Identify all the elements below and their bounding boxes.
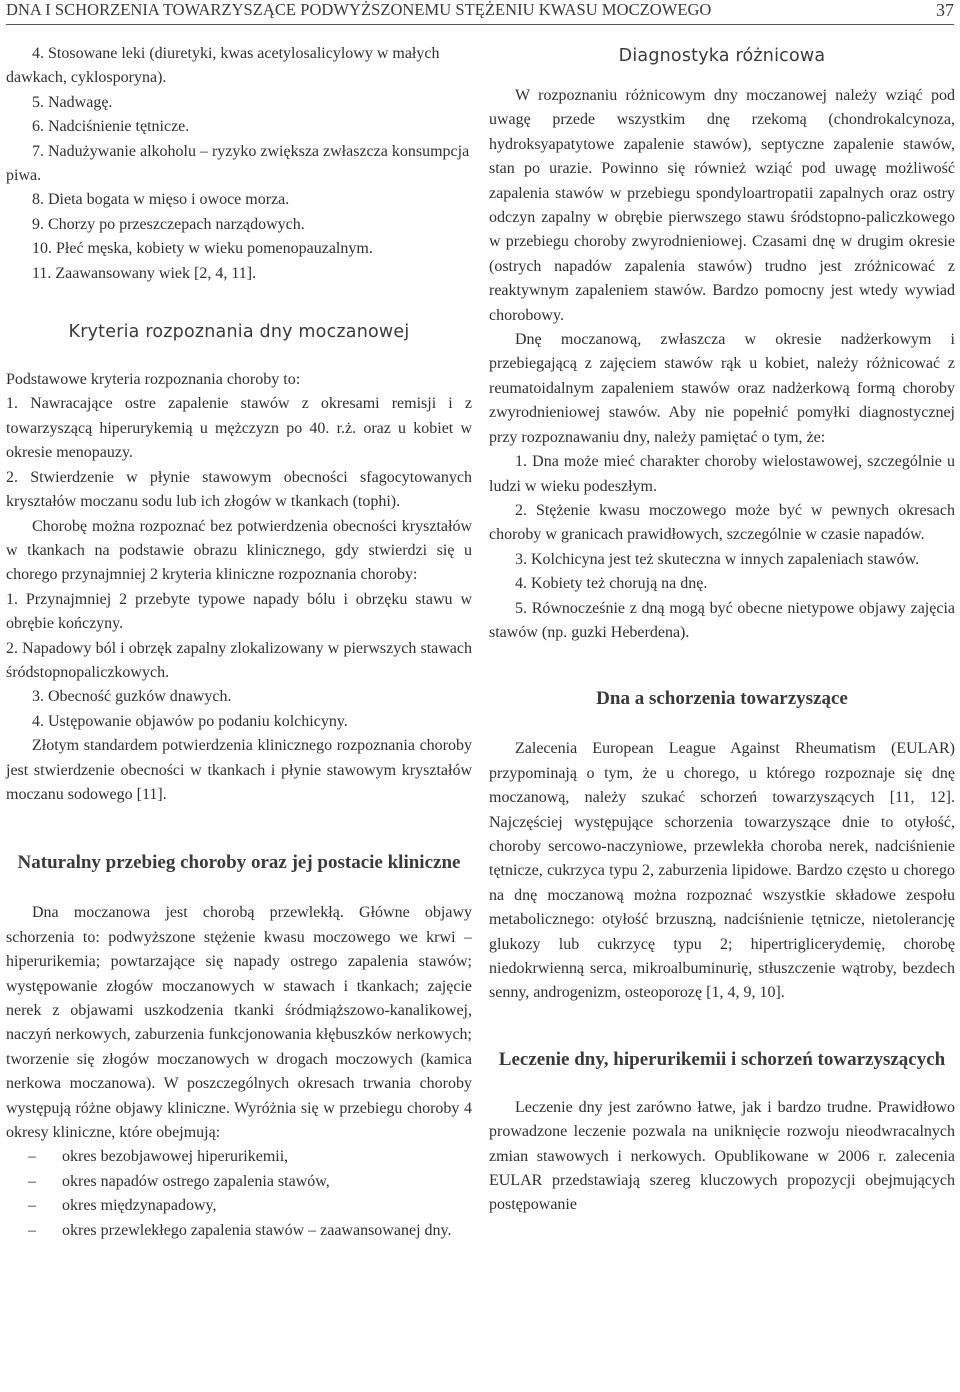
list-item: 11. Zaawansowany wiek [2, 4, 11].: [32, 264, 257, 282]
list-item: 5. Równocześnie z dną mogą być obecne nietypowe objawy zajęcia stawów (np. guzki Heberdena).: [489, 599, 955, 641]
running-title: DNA I SCHORZENIA TOWARZYSZĄCE PODWYŻSZONEMU STĘŻENIU KWASU MOCZOWEGO: [6, 0, 712, 19]
list-item: 1. Dna może mieć charakter choroby wielostawowej, szczególnie u ludzi w wieku podeszłym.: [489, 453, 955, 495]
paragraph: W rozpoznaniu różnicowym dny moczanowej należy wziąć pod uwagę przede wszystkim dnę rzekomą (chondrokalcynoza, hydroksyapatytowe zapalenie stawów), septyczne zapalenie stawów, stan po urazie. Powinno się również wziąć pod uwagę możliwość zapalenia stawów w przebiegu spondyloartropatii zapalnych oraz ostry odczyn zapalny w obrębie pierwszego stawu śródstopno-paliczkowego w przebiegu choroby zwyrodnieniowej. Czasami dnę w drugim okresie (ostrych napadów zapalenia stawów) trudno jest zróżnicować z reaktywnym zapaleniem stawów. Bardzo pomocny jest wtedy wywiad chorobowy.: [489, 87, 955, 324]
list-item: 9. Chorzy po przeszczepach narządowych.: [32, 215, 305, 233]
list-item: – okres międzynapadowy,: [6, 1194, 472, 1218]
section-heading-treatment: Leczenie dny, hiperurikemii i schorzeń towarzyszących: [498, 1048, 946, 1070]
running-header: [6, 0, 954, 25]
list-item: 5. Nadwagę.: [32, 93, 113, 111]
paragraph: Złotym standardem potwierdzenia klinicznego rozpoznania choroby jest stwierdzenie obecności w tkankach i płynie stawowym kryształów moczanu sodowego [11].: [6, 737, 472, 803]
paragraph: Chorobę można rozpoznać bez potwierdzenia obecności kryształów w tkankach na podstawie obrazu klinicznego, gdy stwierdzi się u chorego przynajmniej 2 kryteria kliniczne rozpoznania choroby:: [6, 517, 472, 584]
right-column: [489, 42, 955, 1218]
list-item: 4. Kobiety też chorują na dnę.: [515, 575, 708, 593]
list-item: – okres przewlekłego zapalenia stawów – zaawansowanej dny.: [6, 1219, 472, 1243]
list-item: 4. Ustępowanie objawów po podaniu kolchicyny.: [32, 712, 348, 730]
paragraph: Dnę moczanową, zwłaszcza w okresie nadżerkowym i przebiegającą z zajęciem stawów rąk u kobiet, należy różnicować z reumatoidalnym zapaleniem stawów oraz nadżerkową formą choroby zwyrodnieniowej stawów. Aby nie popełnić pomyłki diagnostycznej przy rozpoznawaniu dny, należy pamiętać o tym, że:: [489, 331, 955, 446]
list-item: 2. Stężenie kwasu moczowego może być w pewnych okresach choroby w granicach prawidłowych, szczególnie w czasie napadów.: [489, 501, 955, 544]
paragraph: Dna moczanowa jest chorobą przewlekłą. Główne objawy schorzenia to: podwyższone stężenie kwasu moczowego we krwi – hiperurikemia; powtarzające się napady ostrego zapalenia stawów; występowanie złogów moczanowych w stawach i tkankach; zajęcie nerek z objawami uszkodzenia tkanki śródmiąższowo-kanalikowej, naczyń nerkowych, zaburzenia funkcjonowania kłębuszków nerkowych; tworzenie się złogów moczanowych w drogach moczowych (kamica nerkowa moczanowa). W poszczególnych okresach trwania choroby występują różne objawy kliniczne. Wyróżnia się w przebiegu choroby 4 okresy kliniczne, które obejmują:: [6, 904, 472, 1142]
list-item: 7. Nadużywanie alkoholu – ryzyko zwiększa zwłaszcza konsumpcja piwa.: [6, 142, 470, 185]
paragraph: Leczenie dny jest zarówno łatwe, jak i bardzo trudne. Prawidłowo prowadzone leczenie pozwala na uniknięcie rozwoju nieodwracalnych zmian stawowych i nerkowych. Opublikowane w 2006 r. zalecenia EULAR przedstawiają szereg kluczowych propozycji obejmujących postępowanie: [489, 1098, 955, 1214]
section-heading-criteria: Kryteria rozpoznania dny moczanowej: [68, 322, 410, 343]
list-item: 3. Obecność guzków dnawych.: [32, 688, 232, 706]
page-number: 37: [936, 0, 954, 20]
section-heading-course: Naturalny przebieg choroby oraz jej postacie kliniczne: [17, 852, 461, 874]
period-list: [6, 1145, 472, 1243]
list-item: 10. Płeć męska, kobiety w wieku pomenopauzalnym.: [32, 240, 373, 258]
list-item: – okres bezobjawowej hiperurikemii,: [6, 1145, 472, 1169]
list-item: 4. Stosowane leki (diuretyki, kwas acetylosalicylowy w małych dawkach, cyklosporyna).: [6, 45, 440, 87]
list-item: 2. Stwierdzenie w płynie stawowym obecności sfagocytowanych kryształów moczanu sodu lub ich złogów w tkankach (tophi).: [6, 468, 472, 511]
list-item: 3. Kolchicyna jest też skuteczna w innych zapaleniach stawów.: [515, 550, 920, 568]
list-item: 6. Nadciśnienie tętnicze.: [32, 118, 190, 136]
section-heading-differential: Diagnostyka różnicowa: [618, 46, 826, 66]
paragraph: Zalecenia European League Against Rheumatism (EULAR) przypominają o tym, że u chorego, u którego rozpoznaje się dnę moczanową, należy szukać schorzeń towarzyszących [11, 12]. Najczęściej występujące schorzenia towarzyszące dnie to otyłość, choroby sercowo-naczyniowe, przewlekła choroba nerek, nadciśnienie tętnicze, cukrzyca typu 2, zaburzenia lipidowe. Bardzo często u chorego na dnę moczanową można rozpoznać wszystkie składowe zespołu metabolicznego: otyłość brzuszną, nadciśnienie tętnicze, nietolerancję glukozy lub cukrzycę typu 2; hipertriglicerydemię, chorobę niedokrwienną serca, mikroalbuminurię, stłuszczenie wątroby, bezdech senny, androgenizm, osteoporozę [1, 4, 9, 10].: [489, 740, 955, 1002]
list-item: – okres napadów ostrego zapalenia stawów,: [6, 1170, 472, 1194]
left-column: [6, 42, 472, 1243]
list-item: 1. Nawracające ostre zapalenie stawów z okresami remisji i z towarzyszącą hiperurykemią u mężczyzn po 40. r.ż. oraz u kobiet w okresie menopauzy.: [6, 395, 472, 462]
list-item: 8. Dieta bogata w mięso i owoce morza.: [32, 191, 290, 209]
criteria-intro: Podstawowe kryteria rozpoznania choroby to:: [6, 371, 301, 389]
list-item: 2. Napadowy ból i obrzęk zapalny zlokalizowany w pierwszych stawach śródstopnopaliczkowych.: [6, 639, 472, 681]
list-item: 1. Przynajmniej 2 przebyte typowe napady bólu i obrzęku stawu w obrębie kończyny.: [6, 590, 472, 633]
risk-factor-list: [6, 42, 472, 286]
section-heading-comorbidities: Dna a schorzenia towarzyszące: [596, 688, 848, 710]
